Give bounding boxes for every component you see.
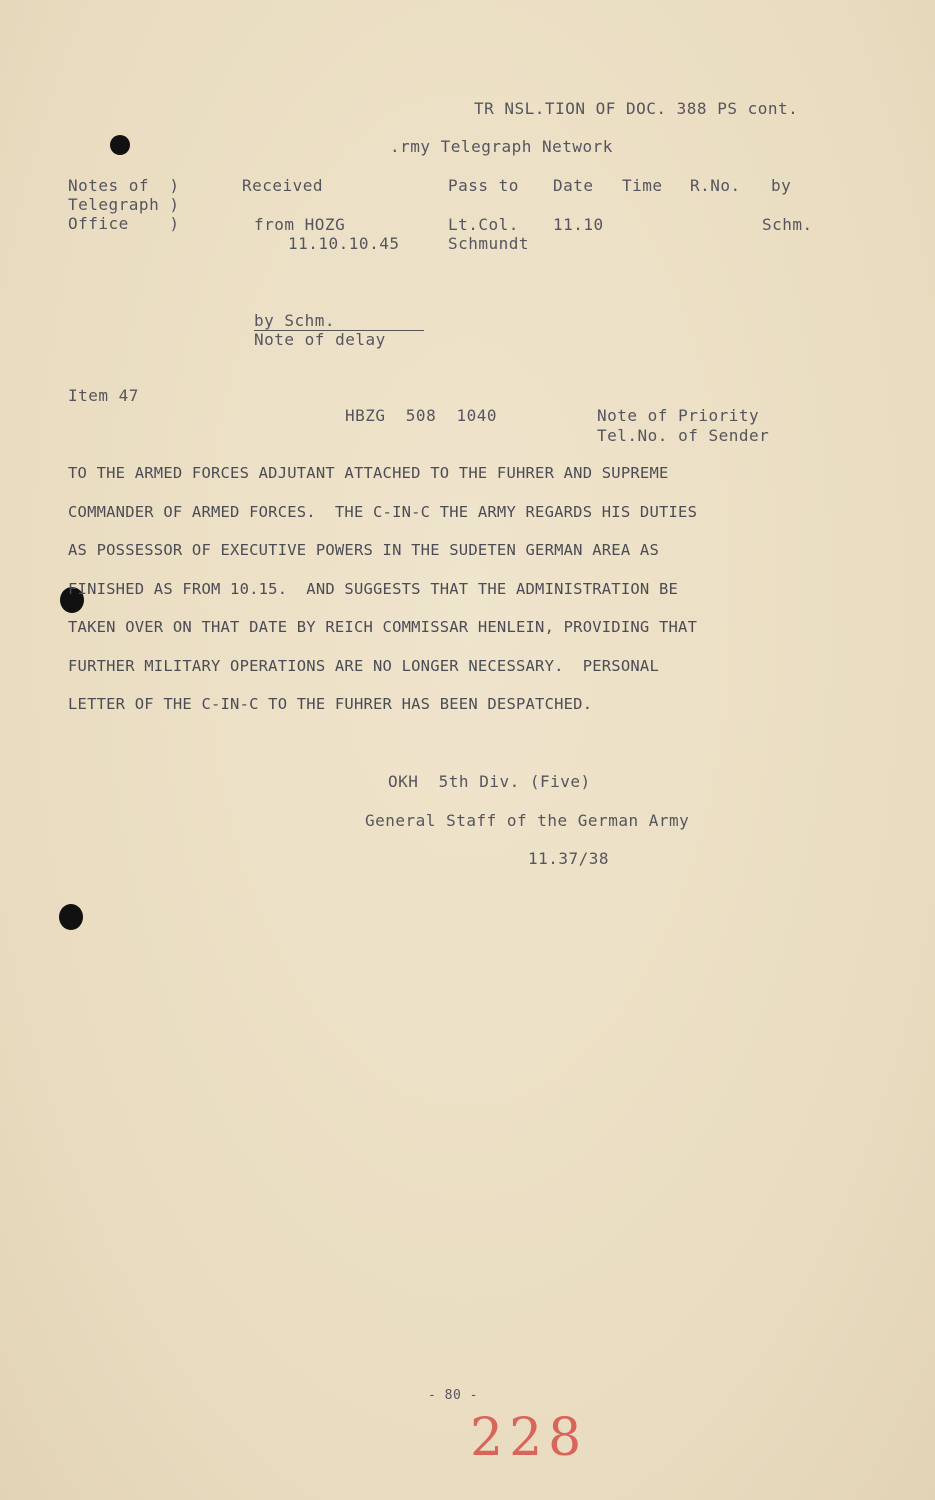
notes-label-line-2: Telegraph ) [68,195,180,214]
date-value: 11.10 [553,215,604,234]
received-time: 11.10.10.45 [288,234,400,253]
message-line: COMMANDER OF ARMED FORCES. THE C-IN-C THE ARMY REGARDS HIS DUTIES [68,503,698,521]
time-label: Time [622,176,663,195]
notes-label-line-3: Office ) [68,214,180,233]
signature-line-2: General Staff of the German Army [365,811,690,830]
by-value: Schm. [762,215,813,234]
item-label: Item 47 [68,386,139,405]
notes-label-line-1: Notes of ) [68,176,180,195]
punch-hole-top [110,135,130,155]
received-from: from HOZG [254,215,346,234]
network-title: .rmy Telegraph Network [390,137,613,156]
pass-to-label: Pass to [448,176,519,195]
sender-label: Tel.No. of Sender [597,426,770,445]
pass-to-value-2: Schmundt [448,234,530,253]
translation-reference: TR NSL.TION OF DOC. 388 PS cont. [474,99,799,118]
priority-label: Note of Priority [597,406,760,425]
note-of-delay-label: Note of delay [254,330,386,349]
message-line: TAKEN OVER ON THAT DATE BY REICH COMMISSAR HENLEIN, PROVIDING THAT [68,618,698,636]
rno-label: R.No. [690,176,741,195]
handwritten-page-number: 228 [470,1408,588,1468]
page-number: - 80 - [428,1388,478,1403]
message-line: AS POSSESSOR OF EXECUTIVE POWERS IN THE SUDETEN GERMAN AREA AS [68,541,659,559]
punch-hole-bottom [59,904,83,930]
signature-line-1: OKH 5th Div. (Five) [388,772,591,791]
item-code: HBZG 508 1040 [345,406,497,425]
signature-line-3: 11.37/38 [528,849,610,868]
by-schm-note: by Schm. [254,311,424,331]
pass-to-value-1: Lt.Col. [448,215,519,234]
by-label: by [771,176,792,195]
message-line: TO THE ARMED FORCES ADJUTANT ATTACHED TO THE FUHRER AND SUPREME [68,464,669,482]
message-line: FURTHER MILITARY OPERATIONS ARE NO LONGER NECESSARY. PERSONAL [68,657,659,675]
received-label: Received [242,176,324,195]
message-line: FINISHED AS FROM 10.15. AND SUGGESTS THAT THE ADMINISTRATION BE [68,580,679,598]
message-line: LETTER OF THE C-IN-C TO THE FUHRER HAS BEEN DESPATCHED. [68,695,593,713]
date-label: Date [553,176,594,195]
